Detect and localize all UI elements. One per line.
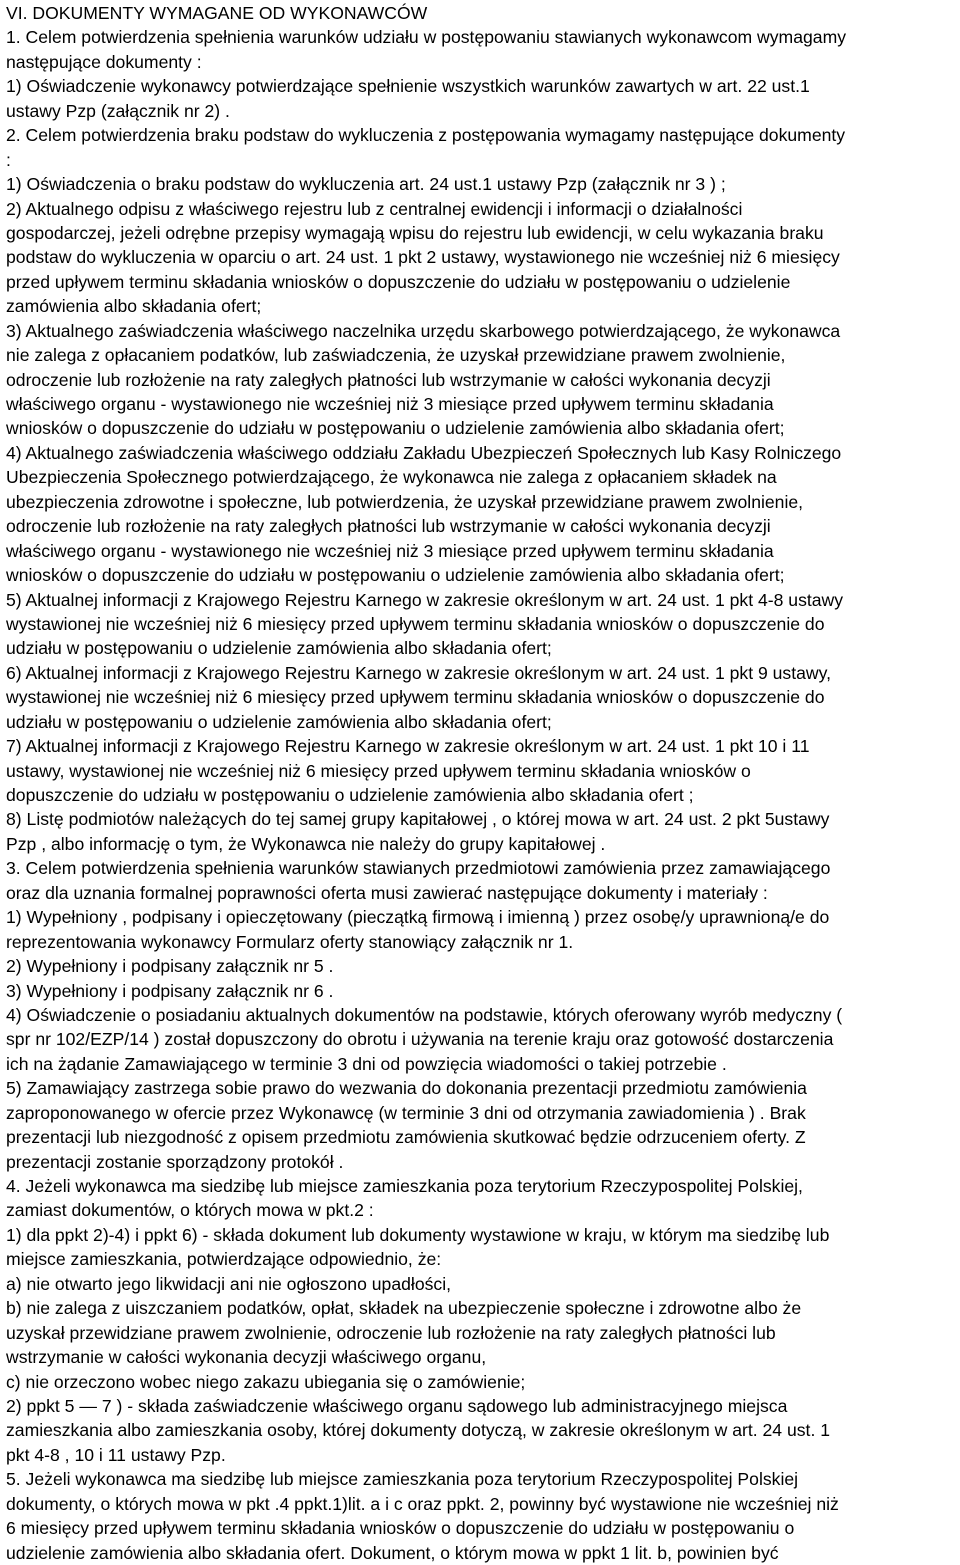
document-text-line: 3) Wypełniony i podpisany załącznik nr 6 . <box>6 980 334 1001</box>
document-text-line: 3. Celem potwierdzenia spełnienia warunków stawianych przedmiotowi zamówienia przez zamawiającego <box>6 858 831 879</box>
document-text-line: ustawy, wystawionej nie wcześniej niż 6 miesięcy przed upływem terminu składania wniosków o <box>6 760 751 781</box>
document-text-line: 2) Aktualnego odpisu z właściwego rejestru lub z centralnej ewidencji i informacji o działalności <box>6 198 743 219</box>
document-text-line: wniosków o dopuszczenie do udziału w postępowaniu o udzielenie zamówienia albo składania ofert; <box>6 418 785 439</box>
document-text-line: ich na żądanie Zamawiającego w terminie 3 dni od powzięcia wiadomości o takiej potrzebie . <box>6 1053 727 1074</box>
document-text-line: właściwego organu - wystawionego nie wcześniej niż 3 miesiące przed upływem terminu składania <box>6 540 774 561</box>
section-heading: VI. DOKUMENTY WYMAGANE OD WYKONAWCÓW <box>6 3 428 23</box>
document-text-line: ustawy Pzp (załącznik nr 2) . <box>6 100 230 121</box>
document-text-line: wstrzymanie w całości wykonania decyzji właściwego organu, <box>6 1347 487 1368</box>
document-text-line: 4) Aktualnego zaświadczenia właściwego oddziału Zakładu Ubezpieczeń Społecznych lub Kasy Rolniczego <box>6 442 842 463</box>
document-text-line: a) nie otwarto jego likwidacji ani nie ogłoszono upadłości, <box>6 1273 451 1294</box>
document-text-line: 1) Oświadczenie wykonawcy potwierdzające spełnienie wszystkich warunków zawartych w art. 22 ust.1 <box>6 76 810 97</box>
document-text-line: wystawionej nie wcześniej niż 6 miesięcy przed upływem terminu składania wniosków o dopuszczenie do <box>6 613 825 634</box>
document-text-line: 2) Wypełniony i podpisany załącznik nr 5 . <box>6 956 334 977</box>
document-text-line: Ubezpieczenia Społecznego potwierdzającego, że wykonawca nie zalega z opłacaniem składek na <box>6 467 777 488</box>
document-text-line: udzielenie zamówienia albo składania ofert. Dokument, o którym mowa w ppkt 1 lit. b, powinien być <box>6 1542 779 1563</box>
document-text-line: ubezpieczenia zdrowotne i społeczne, lub potwierdzenia, że uzyskał przewidziane prawem zwolnienie, <box>6 491 804 512</box>
document-text-line: prezentacji zostanie sporządzony protokół . <box>6 1151 344 1172</box>
document-text-line: 1. Celem potwierdzenia spełnienia warunków udziału w postępowaniu stawianych wykonawcom wymagamy <box>6 27 847 48</box>
document-text-line: wniosków o dopuszczenie do udziału w postępowaniu o udzielenie zamówienia albo składania ofert; <box>6 565 785 586</box>
document-text-line: 1) Wypełniony , podpisany i opieczętowany (pieczątką firmową i imienną ) przez osobę/y uprawnioną/e do <box>6 907 830 928</box>
document-text-line: 4) Oświadczenie o posiadaniu aktualnych dokumentów na podstawie, których oferowany wyrób medyczny ( <box>6 1004 843 1025</box>
document-text-line: oraz dla uznania formalnej poprawności oferta musi zawierać następujące dokumenty i materiały : <box>6 882 768 903</box>
document-text-line: przed upływem terminu składania wniosków o dopuszczenie do udziału w postępowaniu o udzielenie <box>6 271 791 292</box>
document-text-line: zamówienia albo składania ofert; <box>6 296 262 317</box>
document-text-line: gospodarczej, jeżeli odrębne przepisy wymagają wpisu do rejestru lub ewidencji, w celu wykazania braku <box>6 222 824 243</box>
document-text-line: 2. Celem potwierdzenia braku podstaw do wykluczenia z postępowania wymagamy następujące dokumenty <box>6 125 846 146</box>
document-text-line: zaproponowanego w ofercie przez Wykonawcę (w terminie 3 dni od otrzymania zawiadomienia ) . Brak <box>6 1102 806 1123</box>
document-text-line: wystawionej nie wcześniej niż 6 miesięcy przed upływem terminu składania wniosków o dopuszczenie do <box>6 687 825 708</box>
document-text-line: 7) Aktualnej informacji z Krajowego Rejestru Karnego w zakresie określonym w art. 24 ust. 1 pkt 10 i 11 <box>6 736 810 757</box>
document-text-line: odroczenie lub rozłożenie na raty zaległych płatności lub wstrzymanie w całości wykonania decyzji <box>6 369 771 390</box>
document-text-line: c) nie orzeczono wobec niego zakazu ubiegania się o zamówienie; <box>6 1371 526 1392</box>
document-text-line: reprezentowania wykonawcy Formularz oferty stanowiący załącznik nr 1. <box>6 931 574 952</box>
document-text-line: podstaw do wykluczenia w oparciu o art. 24 ust. 1 pkt 2 ustawy, wystawionego nie wcześniej niż 6 miesięcy <box>6 247 840 268</box>
document-text-line: 5) Zamawiający zastrzega sobie prawo do wezwania do dokonania prezentacji przedmiotu zamówienia <box>6 1078 807 1099</box>
document-text-line: 6 miesięcy przed upływem terminu składania wniosków o dopuszczenie do udziału w postępowaniu o <box>6 1518 795 1539</box>
document-text-line: właściwego organu - wystawionego nie wcześniej niż 3 miesiące przed upływem terminu składania <box>6 394 774 414</box>
document-text-line: uzyskał przewidziane prawem zwolnienie, odroczenie lub rozłożenie na raty zaległych płatności lub <box>6 1322 776 1343</box>
document-text-line: 3) Aktualnego zaświadczenia właściwego naczelnika urzędu skarbowego potwierdzającego, że wykonawca <box>6 320 841 341</box>
document-text-line: następujące dokumenty : <box>6 51 202 72</box>
document-text-line: dopuszczenie do udziału w postępowaniu o udzielenie zamówienia albo składania ofert ; <box>6 785 694 805</box>
document-text-line: spr nr 102/EZP/14 ) został dopuszczony do obrotu i używania na terenie kraju oraz gotowość dostarczenia <box>6 1029 834 1050</box>
document-text-line: prezentacji lub niezgodność z opisem przedmiotu zamówienia skutkować będzie odrzuceniem oferty. Z <box>6 1127 806 1148</box>
document-text-line: 5) Aktualnej informacji z Krajowego Rejestru Karnego w zakresie określonym w art. 24 ust. 1 pkt 4-8 ustawy <box>6 589 844 610</box>
document-text-line: 8) Listę podmiotów należących do tej samej grupy kapitałowej , o której mowa w art. 24 ust. 2 pkt 5ustawy <box>6 809 830 830</box>
document-text-line: 6) Aktualnej informacji z Krajowego Rejestru Karnego w zakresie określonym w art. 24 ust. 1 pkt 9 ustawy, <box>6 662 831 683</box>
document-text-line: 1) dla ppkt 2)-4) i ppkt 6) - składa dokument lub dokumenty wystawione w kraju, w którym ma siedzibę lub <box>6 1224 830 1245</box>
document-text-line: udziału w postępowaniu o udzielenie zamówienia albo składania ofert; <box>6 711 552 732</box>
document-text-line: 5. Jeżeli wykonawca ma siedzibę lub miejsce zamieszkania poza terytorium Rzeczypospolitej Polskiej <box>6 1469 799 1490</box>
document-text-line: udziału w postępowaniu o udzielenie zamówienia albo składania ofert; <box>6 638 552 659</box>
document-text-line: 1) Oświadczenia o braku podstaw do wykluczenia art. 24 ust.1 ustawy Pzp (załącznik nr 3 ) ; <box>6 174 726 195</box>
document-text-line: b) nie zalega z uiszczaniem podatków, opłat, składek na ubezpieczenie społeczne i zdrowotne albo że <box>6 1298 802 1319</box>
document-text-line: zamiast dokumentów, o których mowa w pkt.2 : <box>6 1200 374 1221</box>
document-text-line: odroczenie lub rozłożenie na raty zaległych płatności lub wstrzymanie w całości wykonania decyzji <box>6 516 771 537</box>
document-text-line: zamieszkania albo zamieszkania osoby, której dokumenty dotyczą, w zakresie określonym w art. 24 ust. 1 <box>6 1420 831 1441</box>
document-page <box>6 1 954 1565</box>
document-text-line: pkt 4-8 , 10 i 11 ustawy Pzp. <box>6 1444 226 1465</box>
document-text-line: 2) ppkt 5 — 7 ) - składa zaświadczenie właściwego organu sądowego lub administracyjnego miejsca <box>6 1395 788 1416</box>
document-text-line: Pzp , albo informację o tym, że Wykonawca nie należy do grupy kapitałowej . <box>6 833 606 854</box>
document-text-line: dokumenty, o których mowa w pkt .4 ppkt.1)lit. a i c oraz ppkt. 2, powinny być wystawione nie wcześniej niż <box>6 1493 839 1514</box>
document-text-line: 4. Jeżeli wykonawca ma siedzibę lub miejsce zamieszkania poza terytorium Rzeczypospolitej Polskiej, <box>6 1176 803 1196</box>
document-text-line: miejsce zamieszkania, potwierdzające odpowiednio, że: <box>6 1249 442 1270</box>
document-text-line: nie zalega z opłacaniem podatków, lub zaświadczenia, że uzyskał przewidziane prawem zwolnienie, <box>6 345 786 366</box>
document-text-line: : <box>6 149 11 170</box>
